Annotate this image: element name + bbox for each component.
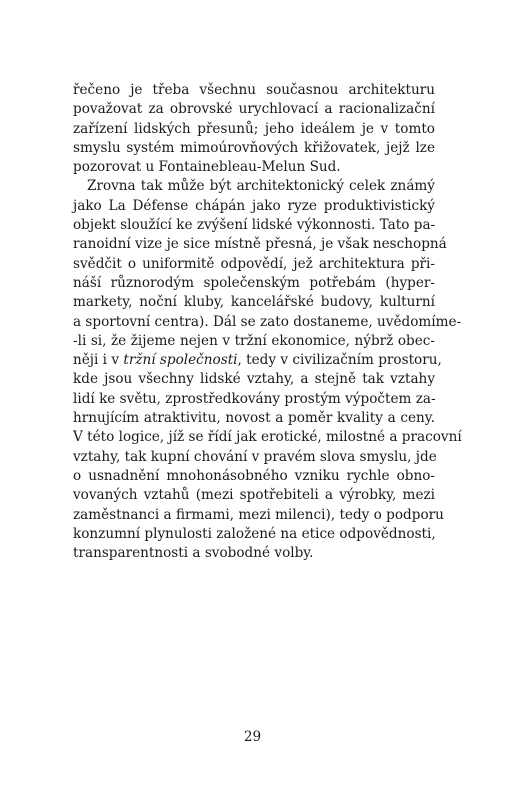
text-line: V této logice, jíž se řídí jak erotické, milostné a pracovní bbox=[73, 429, 462, 446]
text-line: vovaných vztahů (mezi spotřebiteli a výrobky, mezi bbox=[73, 487, 435, 504]
text-line: -li si, že žijeme nejen v tržní ekonomice, nýbrž obec- bbox=[73, 332, 435, 349]
text-line: pozorovat u Fontainebleau-Melun Sud. bbox=[73, 159, 341, 176]
text-line: svědčit o uniformitě odpovědí, jež architektura při- bbox=[73, 255, 435, 272]
text-line: ranoidní vize je sice místně přesná, je však neschopná bbox=[73, 236, 447, 253]
text-line: řečeno je třeba všechnu současnou architekturu bbox=[73, 82, 435, 98]
text-fragment: , tedy v civilizačním prostoru, bbox=[237, 352, 442, 369]
text-line: o usnadnění mnohonásobného vzniku rychle obno- bbox=[73, 467, 435, 484]
body-text bbox=[73, 81, 462, 563]
text-line: hrnujícím atraktivitu, novost a poměr kvality a ceny. bbox=[73, 410, 435, 427]
text-line: náší různorodým společenským potřebám (hyper- bbox=[73, 274, 435, 291]
text-line: smyslu systém mimoúrovňových křižovatek, jejž lze bbox=[73, 139, 435, 156]
text-fragment: něji i v bbox=[73, 352, 124, 369]
text-line: objekt sloužící ke zvýšení lidské výkonnosti. Tato pa- bbox=[73, 217, 436, 234]
text-line: Zrovna tak může být architektonický celek známý bbox=[87, 178, 435, 195]
text-line-with-italic bbox=[73, 351, 442, 370]
text-line: transparentnosti a svobodné volby. bbox=[73, 545, 314, 562]
text-line: kde jsou všechny lidské vztahy, a stejně tak vztahy bbox=[73, 371, 435, 388]
text-line: zařízení lidských přesunů; jeho ideálem je v tomto bbox=[73, 120, 435, 137]
text-line: konzumní plynulosti založené na etice odpovědnosti, bbox=[73, 525, 436, 542]
text-line: vztahy, tak kupní chování v pravém slova smyslu, jde bbox=[73, 448, 437, 465]
text-line: zaměstnanci a firmami, mezi milenci), tedy o podporu bbox=[73, 506, 444, 523]
text-line: lidí ke světu, zprostředkovány prostým výpočtem za- bbox=[73, 390, 436, 407]
page-number: 29 bbox=[243, 729, 262, 745]
text-line: jako La Défense chápán jako ryze produktivistický bbox=[73, 197, 435, 214]
text-line: a sportovní centra). Dál se zato dostaneme, uvědomíme- bbox=[73, 313, 462, 330]
text-line: markety, noční kluby, kancelářské budovy, kulturní bbox=[73, 294, 435, 311]
text-line: považovat za obrovské urychlovací a racionalizační bbox=[73, 101, 435, 118]
italic-term: tržní společnosti bbox=[123, 352, 238, 369]
